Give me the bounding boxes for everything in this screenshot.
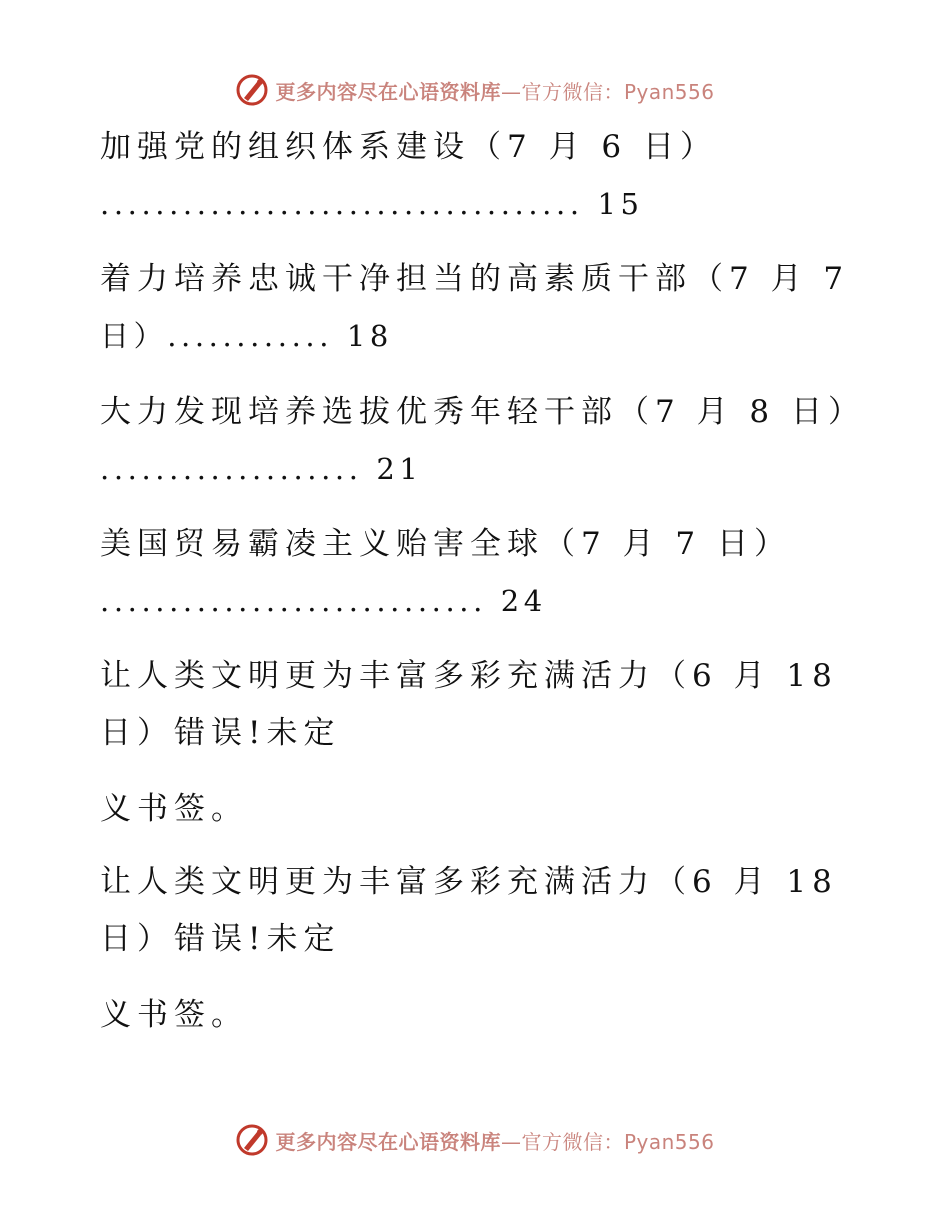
- toc-entry-2-cont: 日）............: [100, 319, 334, 353]
- toc-entry-1-title: 加强党的组织体系建设（7 月 6 日）: [100, 129, 718, 165]
- banner-suffix: —官方微信：Pyan556: [500, 79, 715, 104]
- toc-entry-1-leader: [100, 184, 644, 224]
- logo-icon: [235, 73, 269, 107]
- toc-entry-4-leader: [100, 581, 547, 621]
- toc-entry-5-cont2: 义书签。: [100, 791, 248, 827]
- footer-banner: [0, 1120, 950, 1160]
- toc-entry-5-title: 让人类文明更为丰富多彩充满活力（6 月 18: [100, 658, 838, 694]
- footer-banner-suffix: —官方微信：Pyan556: [500, 1129, 715, 1154]
- header-banner: [0, 70, 950, 110]
- toc-entry-5-cont: 日）错误!未定: [100, 715, 341, 751]
- footer-banner-main: 更多内容尽在心语资料库: [275, 1129, 501, 1154]
- toc-entry-4-dots: ............................: [100, 584, 487, 618]
- toc-entry-6-title: 让人类文明更为丰富多彩充满活力（6 月 18: [100, 864, 838, 900]
- toc-entry-2-page: 18: [346, 319, 393, 353]
- toc-entry-1-page: 15: [597, 187, 644, 221]
- toc-entry-1-dots: ...................................: [100, 187, 584, 221]
- toc-entry-4-title: 美国贸易霸凌主义贻害全球（7 月 7 日）: [100, 526, 792, 562]
- toc-entry-4-page: 24: [500, 584, 547, 618]
- toc-entry-3-title: 大力发现培养选拔优秀年轻干部（7 月 8 日）: [100, 394, 866, 430]
- toc-entry-6-cont2: 义书签。: [100, 997, 248, 1033]
- toc-entry-6-cont: 日）错误!未定: [100, 921, 341, 957]
- logo-icon: [235, 1123, 269, 1157]
- toc-entry-3-leader: [100, 449, 422, 489]
- footer-banner-text: [275, 1126, 714, 1155]
- banner-text: [275, 76, 714, 105]
- toc-entry-3-page: 21: [376, 452, 423, 486]
- toc-entry-2-leader: [100, 316, 393, 356]
- banner-main: 更多内容尽在心语资料库: [275, 79, 501, 104]
- toc-entry-3-dots: ...................: [100, 452, 363, 486]
- toc-entry-2-title: 着力培养忠诚干净担当的高素质干部（7 月 7: [100, 261, 850, 297]
